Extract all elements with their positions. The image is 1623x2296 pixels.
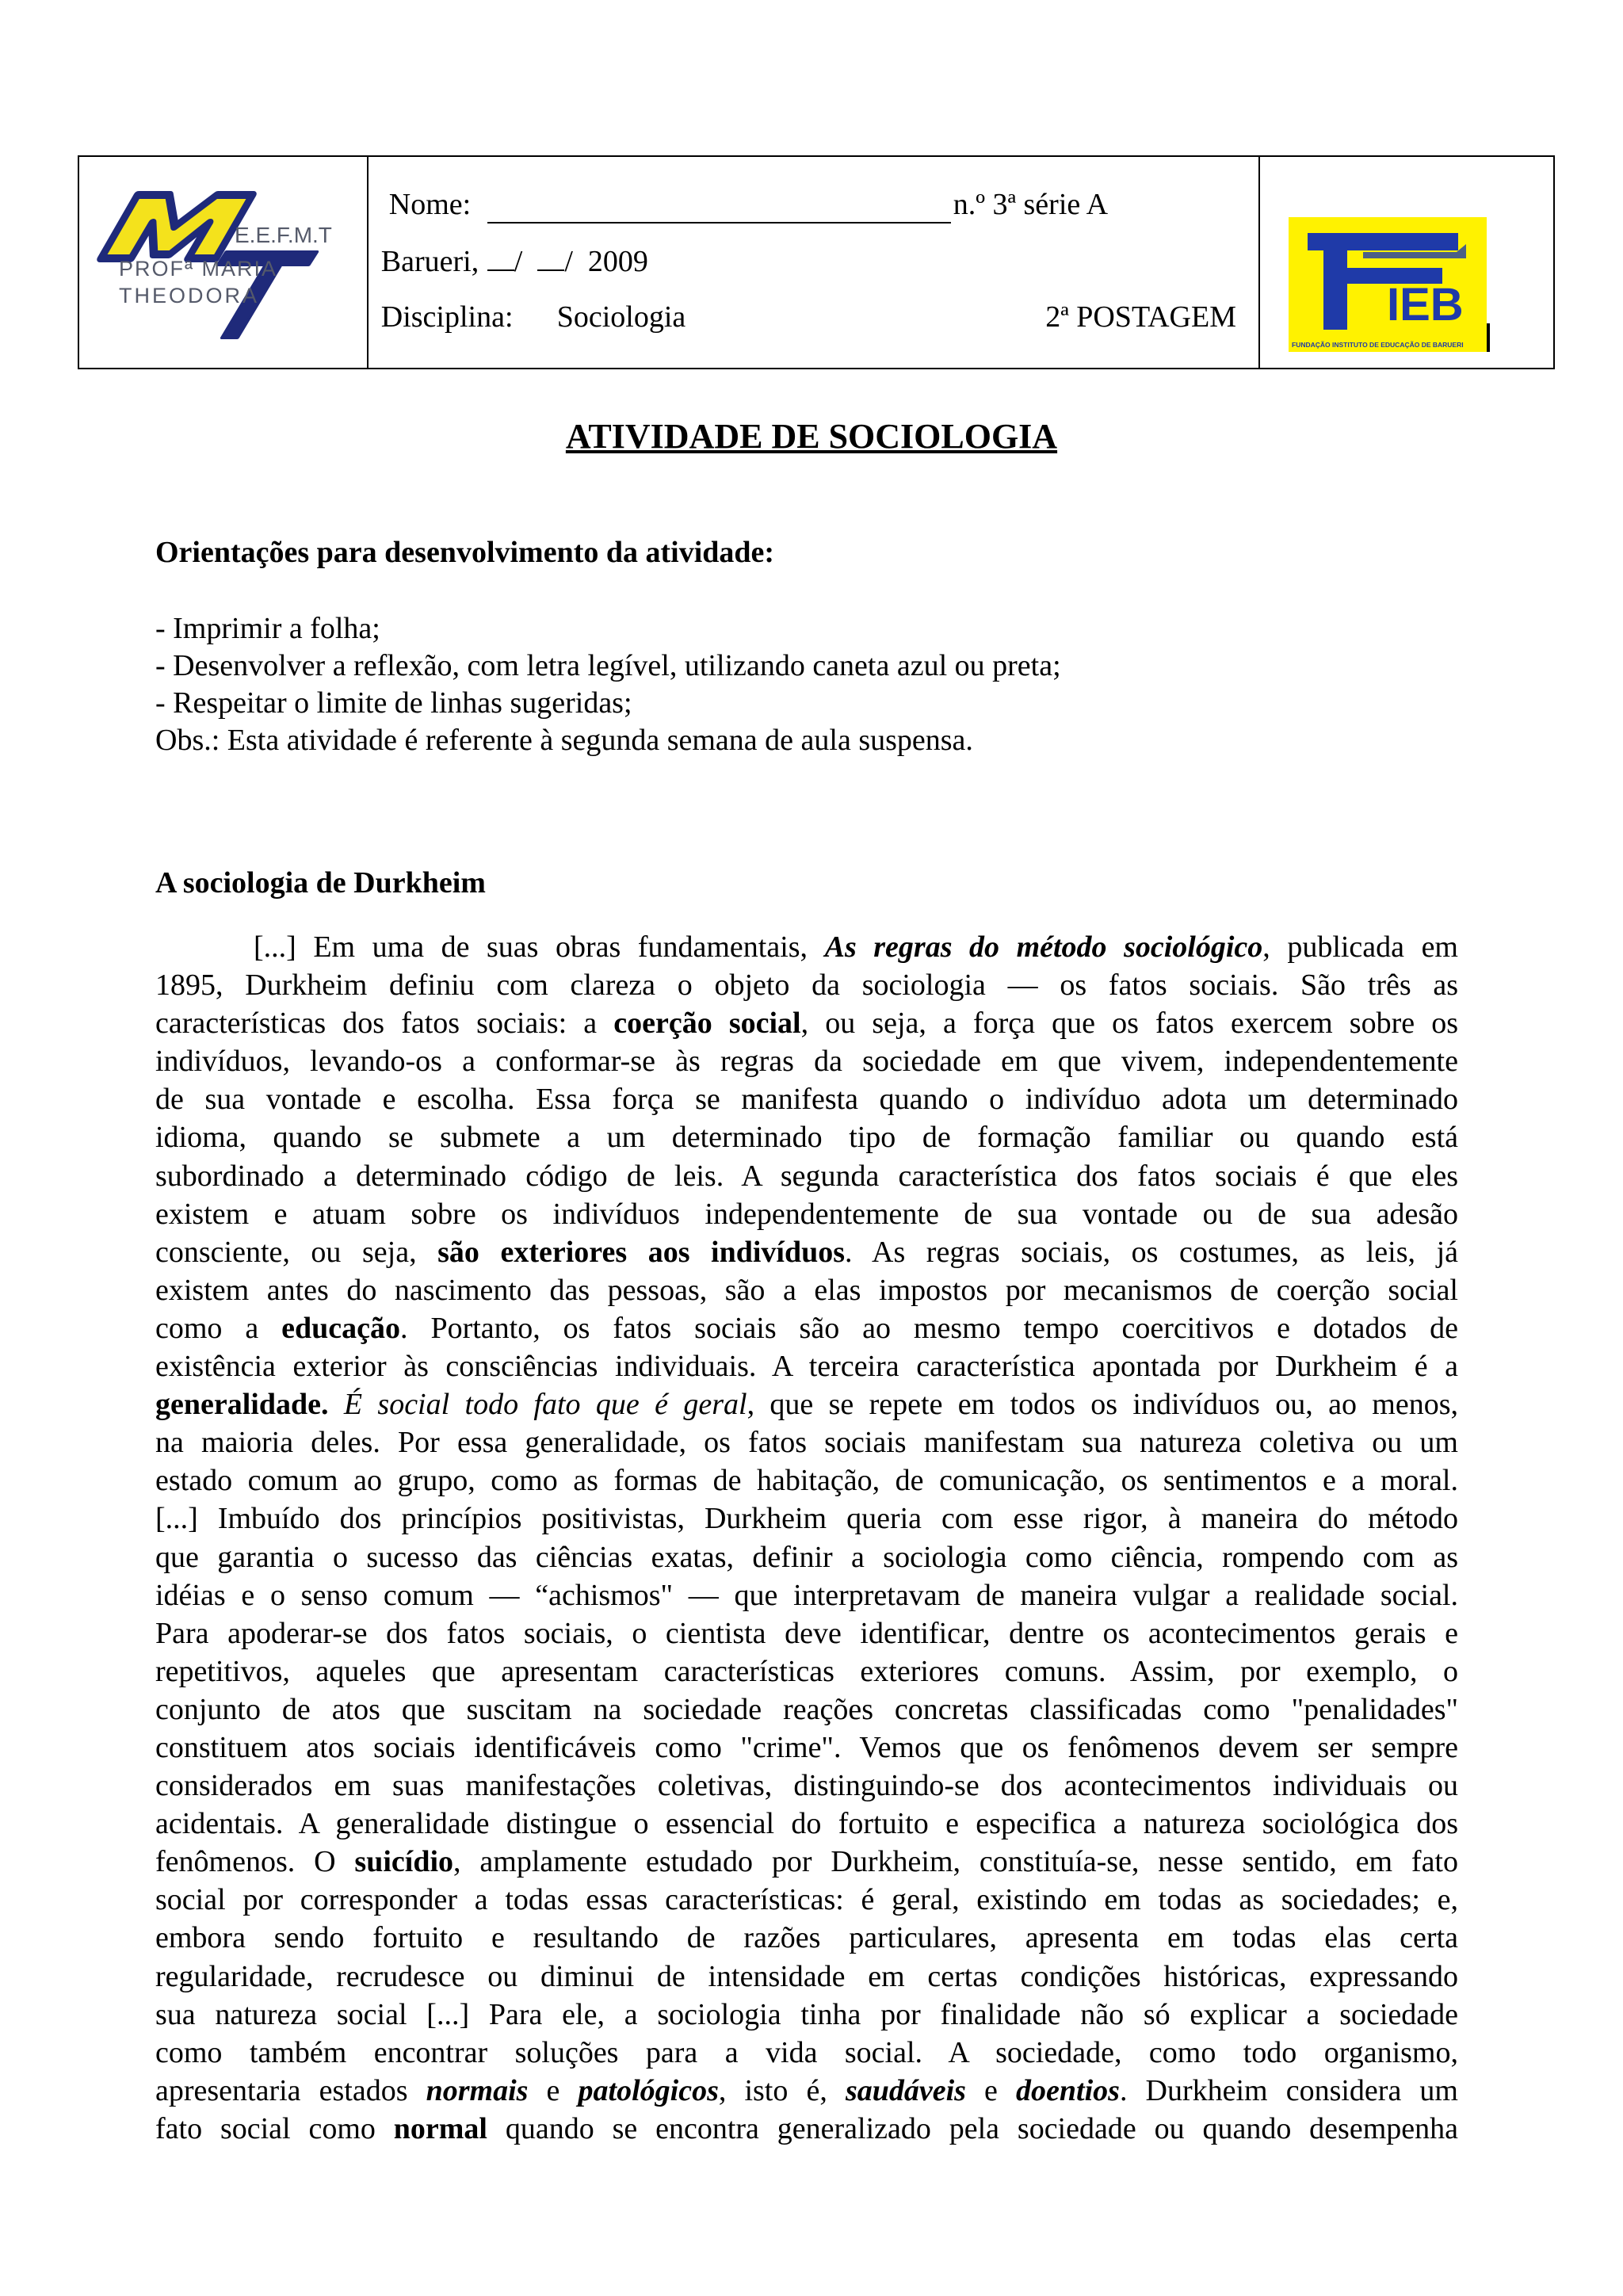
year: 2009 — [587, 245, 648, 278]
paragraph-line — [155, 1347, 1458, 1385]
text-run: existem e atuam sobre os indivíduos independentemente de sua vontade ou de sua adesão — [155, 1197, 1458, 1231]
fieb-logo-graphic — [1260, 157, 1553, 368]
disciplina-value: Sociologia — [556, 300, 686, 334]
text-run: , ou seja, a força que os fatos exercem sobre os — [800, 1007, 1459, 1041]
orientations-heading: Orientações para desenvolvimento da atividade: — [155, 536, 775, 569]
paragraph-line — [155, 966, 1458, 1004]
section-heading: A sociologia de Durkheim — [155, 866, 486, 900]
text-run: , isto é, — [718, 2073, 846, 2107]
text-run: como a — [155, 1311, 282, 1345]
text-run: existem antes do nascimento das pessoas, são a elas impostos por mecanismos de coerção social — [155, 1273, 1458, 1307]
text-run: consciente, ou seja, — [155, 1235, 438, 1269]
school-logo — [79, 157, 369, 368]
paragraph-line — [155, 1385, 1458, 1423]
paragraph-line — [155, 1004, 1458, 1042]
month-blank[interactable] — [537, 246, 564, 271]
paragraph-line — [155, 2072, 1458, 2110]
page-title: ATIVIDADE DE SOCIOLOGIA — [565, 417, 1058, 456]
text-run: , publicada em — [1262, 930, 1458, 964]
text-run: 1895, Durkheim definiu com clareza o objeto da sociologia — os fatos sociais. São três as — [155, 968, 1458, 1003]
emphasis-text: doentios — [1016, 2073, 1120, 2107]
text-run: acidentais. A generalidade distingue o essencial do fortuito e especifica a natureza sociológica dos — [155, 1807, 1458, 1841]
nome-field[interactable] — [487, 222, 951, 223]
text-run: embora sendo fortuito e resultando de razões particulares, apresenta em todas elas certa — [155, 1921, 1458, 1955]
paragraph-line — [155, 1881, 1458, 1919]
emphasis-text: são exteriores aos indivíduos — [437, 1235, 846, 1269]
paragraph-line — [155, 1996, 1458, 2034]
paragraph-line — [155, 1042, 1458, 1080]
paragraph-line — [155, 1423, 1458, 1461]
text-run: . Portanto, os fatos sociais são ao mesmo tempo coercitivos e dotados de — [400, 1311, 1458, 1345]
paragraph-line — [155, 2034, 1458, 2072]
logo-school-code: E.E.F.M.T — [235, 223, 332, 247]
emphasis-text: normal — [393, 2111, 487, 2145]
emphasis-text: As regras do método sociológico — [824, 930, 1263, 964]
paragraph-line — [155, 1538, 1458, 1576]
text-run: características dos fatos sociais: a — [155, 1007, 614, 1041]
paragraph-line — [155, 1919, 1458, 1957]
text-run: e — [965, 2073, 1017, 2107]
paragraph-line — [155, 1233, 1458, 1271]
text-run: [...] Imbuído dos princípios positivistas, Durkheim queria com esse rigor, à maneira do método — [155, 1502, 1458, 1536]
paragraph-line — [155, 928, 1458, 966]
paragraph-line — [155, 2110, 1458, 2148]
paragraph-line — [155, 1118, 1458, 1156]
text-run: repetitivos, aqueles que apresentam características exteriores comuns. Assim, por exemplo, o — [155, 1654, 1458, 1688]
header-table — [78, 155, 1555, 369]
paragraph-line — [155, 1271, 1458, 1309]
text-run: , amplamente estudado por Durkheim, constituía-se, nesse sentido, em fato — [453, 1845, 1458, 1879]
text-run: Para apoderar-se dos fatos sociais, o cientista deve identificar, dentre os acontecimentos gerais e — [155, 1616, 1458, 1650]
emphasis-text: suicídio — [354, 1845, 454, 1879]
paragraph-line — [155, 1614, 1458, 1652]
text-run: considerados em suas manifestações coletivas, distinguindo-se dos acontecimentos individuais ou — [155, 1769, 1458, 1803]
date-separator: / — [514, 245, 523, 278]
text-run: fato social como — [155, 2111, 394, 2145]
text-run: como também encontrar soluções para a vida social. A sociedade, como todo organismo, — [155, 2035, 1458, 2069]
text-run: , que se repete em todos os indivíduos ou, ao menos, — [747, 1388, 1459, 1422]
paragraph-line — [155, 1309, 1458, 1347]
emphasis-text: É social todo fato que é geral — [343, 1388, 747, 1422]
paragraph-line — [155, 1080, 1458, 1118]
paragraph-line — [155, 1690, 1458, 1729]
paragraph-line — [155, 1157, 1458, 1195]
student-info — [369, 157, 1260, 368]
paragraph-line — [155, 1576, 1458, 1614]
paragraph-line — [155, 1843, 1458, 1881]
emphasis-text: educação — [281, 1311, 401, 1345]
fieb-caption: FUNDAÇÃO INSTITUTO DE EDUCAÇÃO DE BARUERI — [1292, 341, 1464, 349]
fieb-logo — [1260, 157, 1553, 368]
orientation-note: Obs.: Esta atividade é referente à segunda semana de aula suspensa. — [155, 724, 973, 757]
text-run: conjunto de atos que suscitam na sociedade reações concretas classificadas como "penalidades" — [155, 1692, 1458, 1726]
text-run: subordinado a determinado código de leis. A segunda característica dos fatos sociais é que eles — [155, 1159, 1458, 1193]
day-blank[interactable] — [487, 246, 514, 271]
school-logo-graphic — [79, 157, 365, 368]
paragraph-line — [155, 1767, 1458, 1805]
paragraph-line — [155, 1652, 1458, 1690]
text-run: [...] Em uma de suas obras fundamentais, — [254, 930, 825, 964]
text-run: . Durkheim considera um — [1119, 2073, 1458, 2107]
text-run: indivíduos, levando-os a conformar-se às regras da sociedade em que vivem, independentemente — [155, 1045, 1458, 1079]
emphasis-text: normais — [426, 2073, 529, 2107]
date-field[interactable] — [487, 244, 648, 279]
logo-name-line1: PROFª MARIA — [119, 257, 278, 281]
orientation-item: - Respeitar o limite de linhas sugeridas; — [155, 686, 632, 720]
text-run: fenômenos. O — [155, 1845, 355, 1879]
text-run: apresentaria estados — [155, 2073, 426, 2107]
postagem-label: 2ª POSTAGEM — [1045, 300, 1236, 334]
date-separator: / — [564, 245, 573, 278]
paragraph-line — [155, 1461, 1458, 1499]
nome-label: Nome: — [388, 188, 472, 221]
orientation-item: - Desenvolver a reflexão, com letra legível, utilizando caneta azul ou preta; — [155, 649, 1061, 682]
text-run: e — [528, 2073, 579, 2107]
text-run: que garantia o sucesso das ciências exatas, definir a sociologia como ciência, rompendo com as — [155, 1540, 1458, 1574]
text-run: de sua vontade e escolha. Essa força se manifesta quando o indivíduo adota um determinado — [155, 1083, 1458, 1117]
text-run: quando se encontra generalizado pela sociedade ou quando desempenha — [487, 2111, 1458, 2145]
emphasis-text: coerção social — [613, 1007, 801, 1041]
text-run: constituem atos sociais identificáveis como "crime". Vemos que os fenômenos devem ser sempre — [155, 1730, 1458, 1764]
emphasis-text: generalidade. — [155, 1388, 329, 1422]
barueri-label: Barueri, — [380, 245, 479, 278]
paragraph-line — [155, 1499, 1458, 1538]
paragraph-line — [155, 1958, 1458, 1996]
text-run: . As regras sociais, os costumes, as leis, já — [845, 1235, 1458, 1269]
emphasis-text: patológicos — [578, 2073, 719, 2107]
emphasis-text: saudáveis — [845, 2073, 966, 2107]
fieb-letters: IEB — [1387, 279, 1464, 330]
text-run: na maioria deles. Por essa generalidade, os fatos sociais manifestam sua natureza coletiva ou um — [155, 1426, 1458, 1460]
text-run — [328, 1388, 343, 1421]
paragraph-line — [155, 1729, 1458, 1767]
text-run: idioma, quando se submete a um determinado tipo de formação familiar ou quando está — [155, 1121, 1458, 1155]
serie-label: n.º 3ª série A — [953, 188, 1109, 221]
section-paragraph — [155, 928, 1458, 2148]
orientations-list — [155, 610, 1061, 759]
text-run: estado comum ao grupo, como as formas de habitação, de comunicação, os sentimentos e a moral. — [155, 1464, 1458, 1498]
orientation-item: - Imprimir a folha; — [155, 612, 380, 645]
paragraph-line — [155, 1805, 1458, 1843]
disciplina-label: Disciplina: — [380, 300, 514, 334]
text-run: sua natureza social [...] Para ele, a sociologia tinha por finalidade não só explicar a sociedade — [155, 1997, 1458, 2031]
text-run: existência exterior às consciências individuais. A terceira característica apontada por Durkheim é a — [155, 1350, 1458, 1384]
text-run: idéias e o senso comum — “achismos" — que interpretavam de maneira vulgar a realidade social. — [155, 1578, 1458, 1612]
paragraph-line — [155, 1195, 1458, 1233]
text-run: social por corresponder a todas essas características: é geral, existindo em todas as sociedades; e, — [155, 1883, 1458, 1917]
text-run: regularidade, recrudesce ou diminui de intensidade em certas condições históricas, expressando — [155, 1959, 1458, 1993]
logo-name-line2: THEODORA — [119, 284, 260, 308]
